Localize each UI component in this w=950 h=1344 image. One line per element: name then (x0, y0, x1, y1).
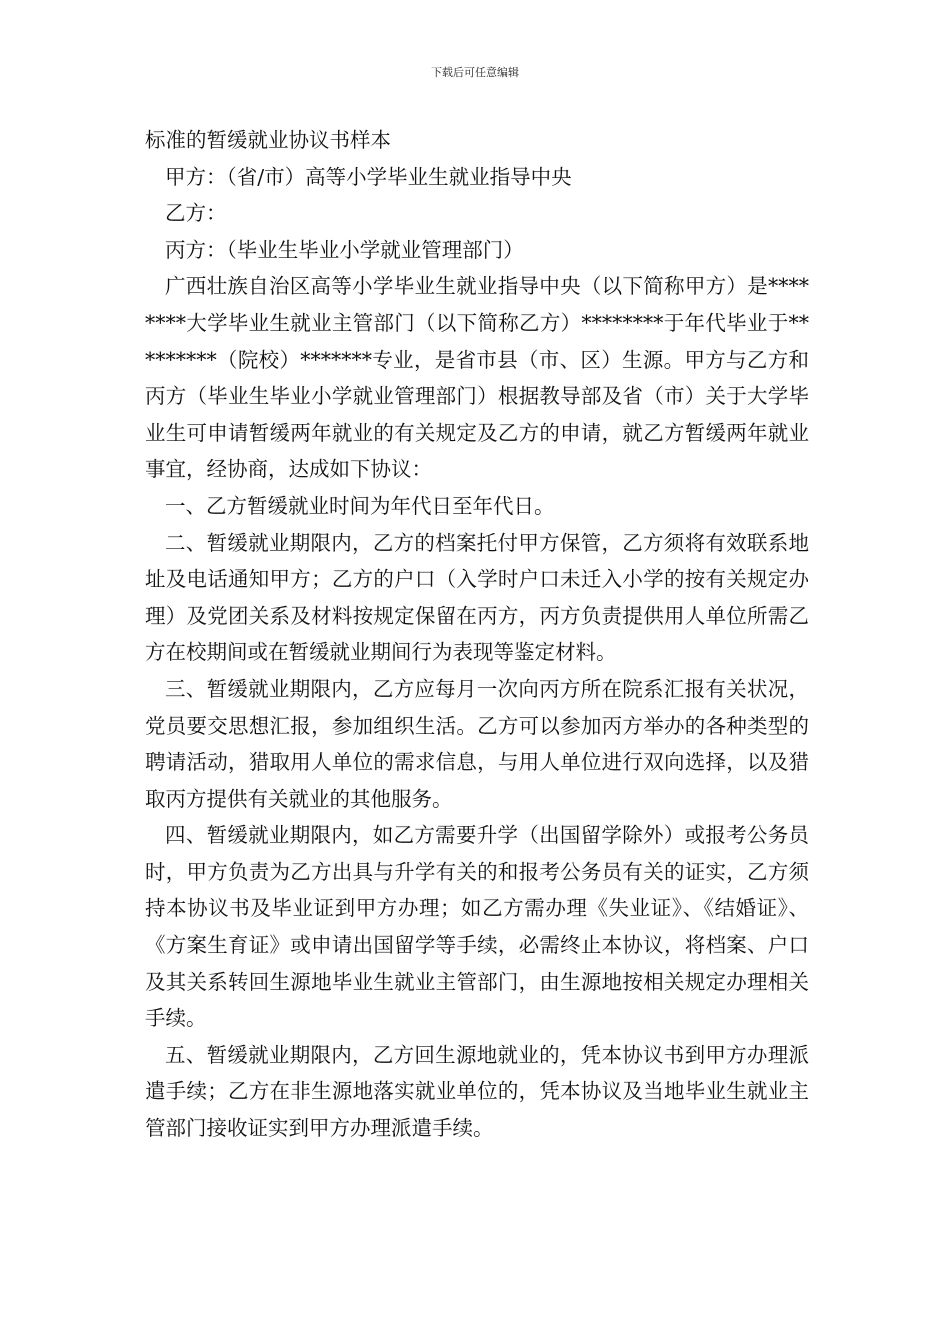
clause-4: 四、暂缓就业期限内，如乙方需要升学（出国留学除外）或报考公务员时，甲方负责为乙方出具与升学有关的和报考公务员有关的证实，乙方须持本协议书及毕业证到甲方办理；如乙方需办理《失业证》、《结婚证》、《方案生育证》或申请出国留学等手续，必需终止本协议，将档案、户口及其关系转回生源地毕业生就业主管部门，由生源地按相关规定办理相关手续。 (145, 823, 809, 1031)
party-a-line: 甲方：（省/市）高等小学毕业生就业指导中央 (165, 164, 572, 189)
clause-1: 一、乙方暂缓就业时间为年代日至年代日。 (165, 493, 555, 518)
page-header-note: 下载后可任意编辑 (431, 66, 519, 79)
party-b-line: 乙方： (165, 201, 227, 226)
party-c-line: 丙方：（毕业生毕业小学就业管理部门） (165, 237, 524, 262)
clause-3: 三、暂缓就业期限内，乙方应每月一次向丙方所在院系汇报有关状况，党员要交思想汇报，参加组织生活。乙方可以参加丙方举办的各种类型的聘请活动，猎取用人单位的需求信息，与用人单位进行双向选择，以及猎取丙方提供有关就业的其他服务。 (145, 676, 809, 811)
clause-2: 二、暂缓就业期限内，乙方的档案托付甲方保管，乙方须将有效联系地址及电话通知甲方；乙方的户口（入学时户口未迁入小学的按有关规定办理）及党团关系及材料按规定保留在丙方，丙方负责提供用人单位所需乙方在校期间或在暂缓就业期间行为表现等鉴定材料。 (145, 530, 809, 665)
document-body (145, 122, 809, 1147)
intro-paragraph: 广西壮族自治区高等小学毕业生就业指导中央（以下简称甲方）是********大学毕业生就业主管部门（以下简称乙方）********于年代毕业于*********（院校）*******专业，是省市县（市、区）生源。甲方与乙方和丙方（毕业生毕业小学就业管理部门）根据教导部及省（市）关于大学毕业生可申请暂缓两年就业的有关规定及乙方的申请，就乙方暂缓两年就业事宜，经协商，达成如下协议： (145, 274, 809, 482)
clause-5: 五、暂缓就业期限内，乙方回生源地就业的，凭本协议书到甲方办理派遣手续；乙方在非生源地落实就业单位的，凭本协议及当地毕业生就业主管部门接收证实到甲方办理派遣手续。 (145, 1042, 809, 1141)
document-title: 标准的暂缓就业协议书样本 (145, 128, 391, 152)
